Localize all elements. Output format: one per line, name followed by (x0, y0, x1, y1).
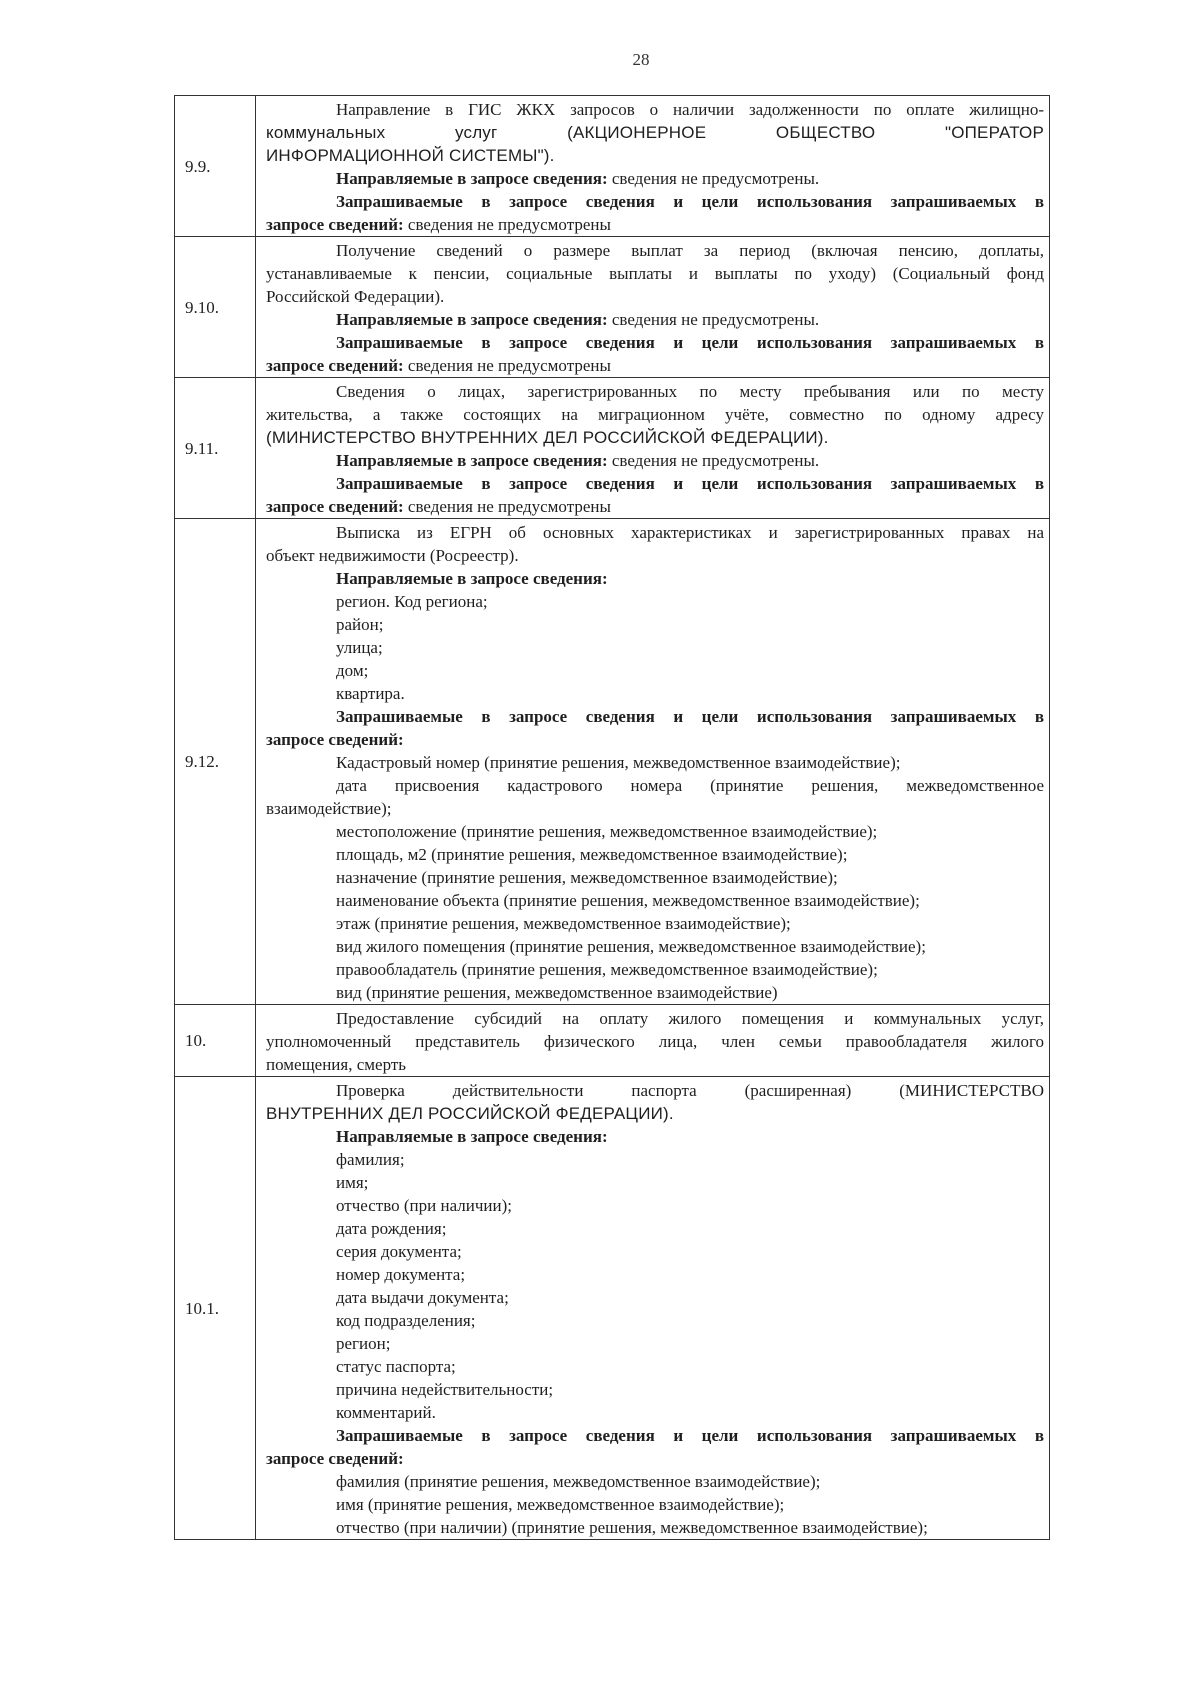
table-row (175, 237, 1050, 378)
list-item: местоположение (принятие решения, межведомственное взаимодействие); (336, 822, 878, 841)
list-item: взаимодействие); (266, 799, 392, 818)
row-content (256, 237, 1050, 378)
list-item: имя; (336, 1173, 369, 1192)
paragraph: Получение сведений о размере выплат за период (включая пенсию, доплаты, (336, 241, 1044, 260)
paragraph: запросе сведений: (266, 1449, 404, 1468)
list-item: фамилия; (336, 1150, 405, 1169)
list-item: Кадастровый номер (принятие решения, межведомственное взаимодействие); (336, 753, 901, 772)
list-item: площадь, м2 (принятие решения, межведомственное взаимодействие); (336, 845, 848, 864)
row-number: 9.9. (175, 96, 256, 237)
paragraph: жительства, а также состоящих на миграционном учёте, совместно по одному адресу (266, 405, 1044, 424)
list-item: статус паспорта; (336, 1357, 456, 1376)
row-content (256, 1077, 1050, 1540)
paragraph: ИНФОРМАЦИОННОЙ СИСТЕМЫ"). (266, 146, 555, 165)
row-content (256, 96, 1050, 237)
paragraph: (МИНИСТЕРСТВО ВНУТРЕННИХ ДЕЛ РОССИЙСКОЙ ФЕДЕРАЦИИ). (266, 428, 829, 447)
list-item: улица; (336, 638, 383, 657)
paragraph: запросе сведений: сведения не предусмотрены (266, 215, 611, 234)
paragraph: Проверка действительности паспорта (расширенная) (МИНИСТЕРСТВО (336, 1081, 1044, 1100)
list-item: район; (336, 615, 384, 634)
paragraph: Запрашиваемые в запросе сведения и цели использования запрашиваемых в (336, 474, 1044, 493)
list-item: этаж (принятие решения, межведомственное взаимодействие); (336, 914, 791, 933)
list-item: комментарий. (336, 1403, 436, 1422)
paragraph: помещения, смерть (266, 1055, 407, 1074)
list-item: дом; (336, 661, 369, 680)
row-number: 10.1. (175, 1077, 256, 1540)
paragraph: коммунальных услуг (АКЦИОНЕРНОЕ ОБЩЕСТВО "ОПЕРАТОР (266, 123, 1044, 142)
paragraph: Запрашиваемые в запросе сведения и цели использования запрашиваемых в (336, 1426, 1044, 1445)
paragraph: Направляемые в запросе сведения: сведения не предусмотрены. (336, 310, 820, 329)
paragraph: Направляемые в запросе сведения: сведения не предусмотрены. (336, 169, 820, 188)
paragraph: Российской Федерации). (266, 287, 445, 306)
page-number: 28 (632, 50, 650, 69)
paragraph: уполномоченный представитель физического лица, член семьи правообладателя жилого (266, 1032, 1044, 1051)
row-number: 9.10. (175, 237, 256, 378)
list-item: код подразделения; (336, 1311, 476, 1330)
paragraph: Направление в ГИС ЖКХ запросов о наличии задолженности по оплате жилищно- (336, 100, 1044, 119)
paragraph: Предоставление субсидий на оплату жилого помещения и коммунальных услуг, (336, 1009, 1044, 1028)
table-row (175, 1077, 1050, 1540)
table-row (175, 519, 1050, 1005)
paragraph: Сведения о лицах, зарегистрированных по месту пребывания или по месту (336, 382, 1044, 401)
paragraph: Направляемые в запросе сведения: сведения не предусмотрены. (336, 451, 820, 470)
list-item: серия документа; (336, 1242, 462, 1261)
row-content (256, 1005, 1050, 1077)
paragraph: запросе сведений: сведения не предусмотрены (266, 356, 611, 375)
paragraph: Выписка из ЕГРН об основных характеристиках и зарегистрированных правах на (336, 523, 1044, 542)
list-item: имя (принятие решения, межведомственное взаимодействие); (336, 1495, 785, 1514)
list-item: дата присвоения кадастрового номера (принятие решения, межведомственное (336, 776, 1044, 795)
list-item: правообладатель (принятие решения, межведомственное взаимодействие); (336, 960, 878, 979)
table-row (175, 378, 1050, 519)
list-item: причина недействительности; (336, 1380, 554, 1399)
row-number: 10. (175, 1005, 256, 1077)
services-table (174, 95, 1050, 1540)
list-item: отчество (при наличии) (принятие решения, межведомственное взаимодействие); (336, 1518, 928, 1537)
row-number: 9.12. (175, 519, 256, 1005)
paragraph: устанавливаемые к пенсии, социальные выплаты и выплаты по уходу) (Социальный фонд (266, 264, 1044, 283)
paragraph: объект недвижимости (Росреестр). (266, 546, 519, 565)
list-item: регион; (336, 1334, 391, 1353)
table-row (175, 1005, 1050, 1077)
paragraph: Направляемые в запросе сведения: (336, 569, 608, 588)
paragraph: Запрашиваемые в запросе сведения и цели использования запрашиваемых в (336, 333, 1044, 352)
list-item: фамилия (принятие решения, межведомственное взаимодействие); (336, 1472, 821, 1491)
paragraph: запросе сведений: сведения не предусмотрены (266, 497, 611, 516)
paragraph: Запрашиваемые в запросе сведения и цели использования запрашиваемых в (336, 192, 1044, 211)
list-item: квартира. (336, 684, 405, 703)
row-content (256, 378, 1050, 519)
list-item: номер документа; (336, 1265, 466, 1284)
row-content (256, 519, 1050, 1005)
paragraph: запросе сведений: (266, 730, 404, 749)
list-item: наименование объекта (принятие решения, межведомственное взаимодействие); (336, 891, 920, 910)
list-item: назначение (принятие решения, межведомственное взаимодействие); (336, 868, 838, 887)
list-item: дата рождения; (336, 1219, 447, 1238)
table-row (175, 96, 1050, 237)
list-item: дата выдачи документа; (336, 1288, 509, 1307)
paragraph: ВНУТРЕННИХ ДЕЛ РОССИЙСКОЙ ФЕДЕРАЦИИ). (266, 1104, 674, 1123)
list-item: отчество (при наличии); (336, 1196, 512, 1215)
paragraph: Направляемые в запросе сведения: (336, 1127, 608, 1146)
list-item: регион. Код региона; (336, 592, 488, 611)
paragraph: Запрашиваемые в запросе сведения и цели использования запрашиваемых в (336, 707, 1044, 726)
row-number: 9.11. (175, 378, 256, 519)
list-item: вид жилого помещения (принятие решения, межведомственное взаимодействие); (336, 937, 926, 956)
list-item: вид (принятие решения, межведомственное взаимодействие) (336, 983, 778, 1002)
